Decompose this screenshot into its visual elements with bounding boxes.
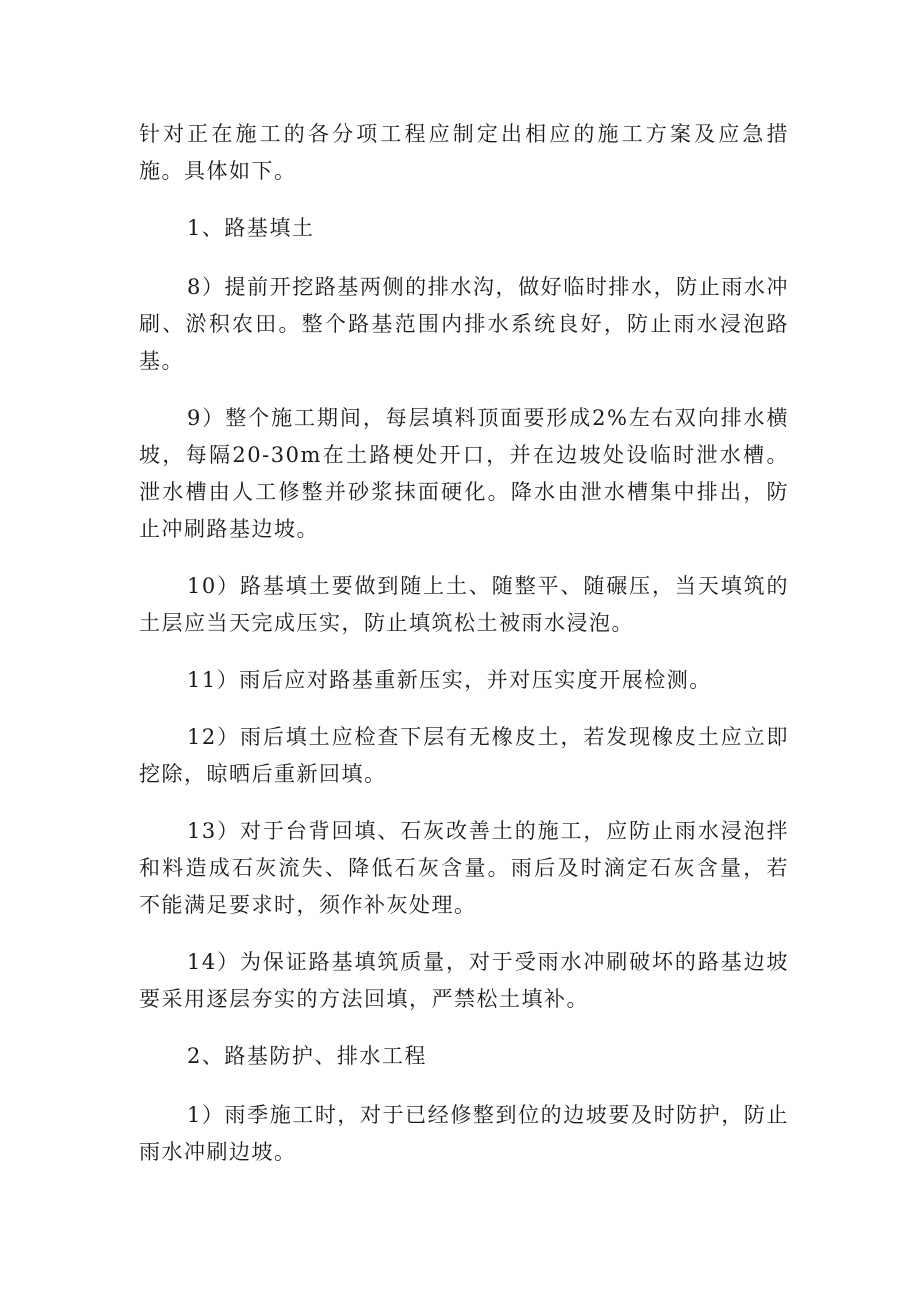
item-paragraph-14: 14）为保证路基填筑质量，对于受雨水冲刷破坏的路基边坡要采用逐层夯实的方法回填，严禁松土填补。 (139, 950, 789, 1011)
item-paragraph-9: 9）整个施工期间，每层填料顶面要形成2%左右双向排水横坡，每隔20-30m在土路梗处开口，并在边坡处设临时泄水槽。泄水槽由人工修整并砂浆抹面硬化。降水由泄水槽集中排出，防止冲刷路基边坡。 (139, 406, 789, 541)
item-paragraph-8: 8）提前开挖路基两侧的排水沟，做好临时排水，防止雨水冲刷、淤积农田。整个路基范围内排水系统良好，防止雨水浸泡路基。 (139, 275, 789, 373)
section-heading-protection-drainage: 2、路基防护、排水工程 (187, 1044, 427, 1068)
item-paragraph-13: 13）对于台背回填、石灰改善土的施工，应防止雨水浸泡拌和料造成石灰流失、降低石灰含量。雨后及时滴定石灰含量，若不能满足要求时，须作补灰处理。 (139, 819, 789, 917)
item-paragraph-10: 10）路基填土要做到随上土、随整平、随碾压，当天填筑的土层应当天完成压实，防止填筑松土被雨水浸泡。 (139, 574, 789, 635)
item-paragraph-11: 11）雨后应对路基重新压实，并对压实度开展检测。 (187, 668, 712, 692)
item-paragraph-1: 1）雨季施工时，对于已经修整到位的边坡要及时防护，防止雨水冲刷边坡。 (139, 1103, 789, 1164)
item-paragraph-12: 12）雨后填土应检查下层有无橡皮土，若发现橡皮土应立即挖除，晾晒后重新回填。 (139, 725, 789, 786)
intro-paragraph: 针对正在施工的各分项工程应制定出相应的施工方案及应急措施。具体如下。 (139, 122, 789, 183)
section-heading-roadbed-fill: 1、路基填土 (187, 216, 315, 240)
document-body (139, 116, 789, 1191)
